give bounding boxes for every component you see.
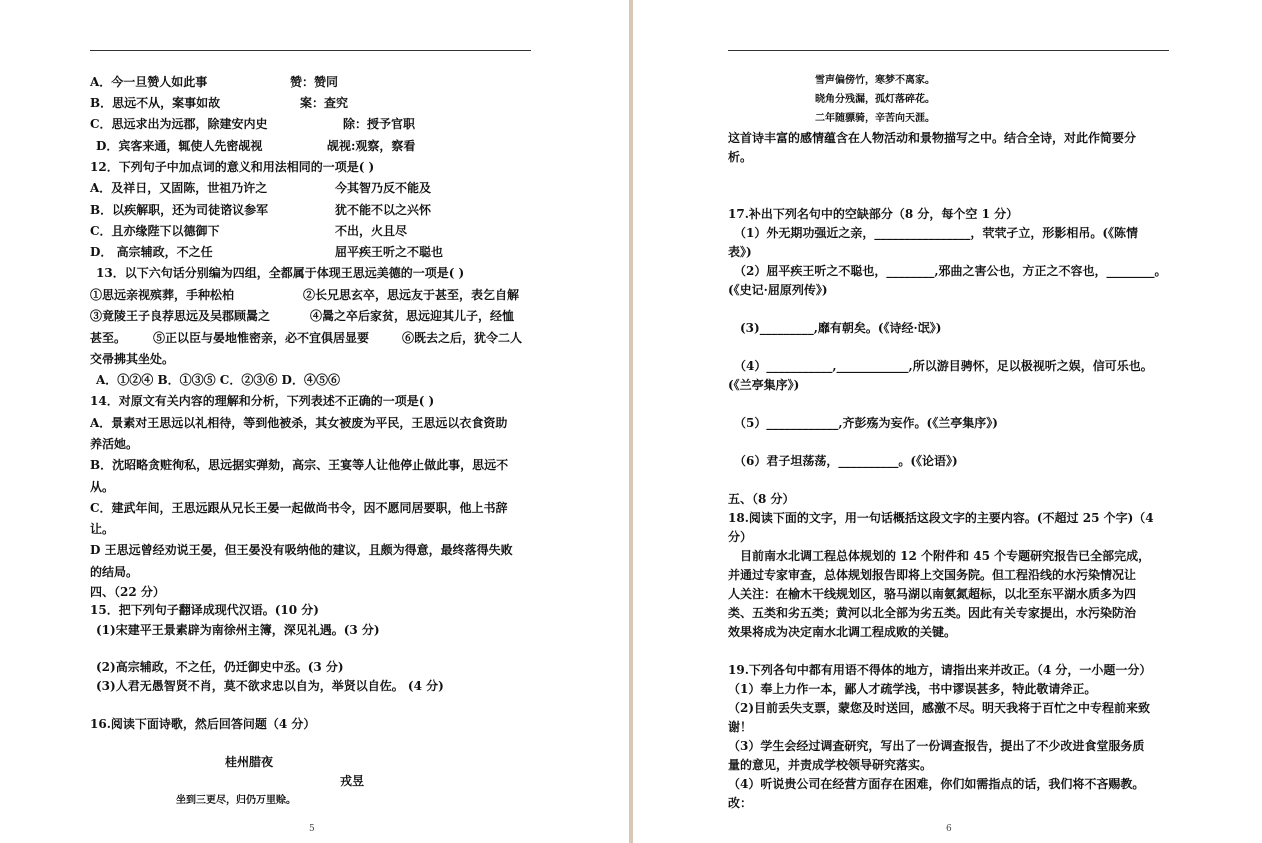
q12-option-a-pair: 今其智乃反不能及 bbox=[335, 181, 432, 195]
question-18: 18.阅读下面的文字，用一句话概括这段文字的主要内容。(不超过 25 个字)（4 bbox=[728, 511, 1154, 525]
poem-line-4: 二年随骠骑，辛苦向天涯。 bbox=[815, 113, 935, 124]
q13-item-3: ③竟陵王子良荐思远及吴郡顾暠之 bbox=[90, 309, 271, 323]
q18-passage-5: 效果将成为决定南水北调工程成败的关键。 bbox=[728, 625, 957, 639]
q15-item-3: (3)人君无愚智贤不肖，莫不欲求忠以自为，举贤以自佐。 (4 分) bbox=[96, 679, 444, 693]
q18-passage-4: 类、五类和劣五类；黄河以北全部为劣五类。因此有关专家提出，水污染防治 bbox=[728, 606, 1137, 620]
q19-item-2-cont: 谢！ bbox=[728, 720, 753, 734]
option-c-gloss: 除：授予官职 bbox=[343, 117, 416, 131]
q15-item-1: (1)宋建平王景素辟为南徐州主簿，深见礼遇。(3 分) bbox=[96, 623, 380, 637]
q14-option-b: B．沈昭略贪赃徇私，思远据实弹劾，高宗、王宴等人让他停止做此事，思远不 bbox=[90, 458, 509, 472]
q12-option-a: A．及祥日，又固陈，世祖乃许之 bbox=[90, 181, 268, 195]
q12-option-b-pair: 犹不能不以之兴怀 bbox=[335, 203, 432, 217]
option-b: B．思远不从，案事如故 bbox=[90, 96, 221, 110]
page-6 bbox=[633, 0, 1262, 843]
q17-item-4: （4）___________,____________,所以游目骋怀，足以极视听之娱，信可乐也。 bbox=[734, 359, 1153, 373]
poem-line-1: 坐到三更尽，归仍万里赊。 bbox=[176, 795, 296, 806]
q13-item-6-cont: 交帚拂其坐处。 bbox=[90, 352, 175, 366]
poem-line-2: 雪声偏傍竹，寒梦不离家。 bbox=[815, 75, 935, 86]
page-number: 5 bbox=[309, 824, 315, 834]
question-12: 12．下列句子中加点词的意义和用法相同的一项是( ) bbox=[90, 160, 375, 174]
option-b-gloss: 案：查究 bbox=[300, 96, 349, 110]
option-d-gloss: 觇视:观察，察看 bbox=[327, 139, 416, 153]
q12-option-b: B．以疾解职，还为司徒谘议参军 bbox=[90, 203, 269, 217]
header-rule bbox=[728, 50, 1169, 51]
q13-item-4: ④暠之卒后家贫，思远迎其儿子，经恤 bbox=[310, 309, 515, 323]
q19-item-2: （2)目前丢失支票，蒙您及时送回，感激不尽。明天我将于百忙之中专程前来致 bbox=[728, 701, 1151, 715]
q17-item-5: （5）____________,齐彭殇为妄作。(《兰亭集序》) bbox=[734, 416, 998, 430]
q15-item-2: (2)高宗辅政，不之任，仍迁御史中丞。(3 分) bbox=[96, 660, 344, 674]
option-c: C．思远求出为远郡，除建安内史 bbox=[90, 117, 268, 131]
question-15: 15．把下列句子翻译成现代汉语。(10 分) bbox=[90, 603, 319, 617]
q12-option-c: C．且亦缘陛下以德御下 bbox=[90, 224, 220, 238]
section-4-heading: 四、（22 分） bbox=[90, 585, 165, 599]
q17-item-1-source: 表》) bbox=[728, 245, 752, 259]
poem-title: 桂州腊夜 bbox=[225, 755, 274, 769]
q13-answers: A．①②④ B．①③⑤ C．②③⑥ D．④⑤⑥ bbox=[96, 373, 340, 387]
q19-item-1: （1）奉上力作一本，鄙人才疏学浅，书中谬误甚多，特此敬请斧正。 bbox=[728, 682, 1097, 696]
q14-option-c-cont: 让。 bbox=[90, 522, 115, 536]
q19-item-4: （4）听说贵公司在经营方面存在困难，你们如需指点的话，我们将不吝赐教。 bbox=[728, 777, 1145, 791]
q17-item-1: （1）外无期功强近之亲，________________，茕茕孑立，形影相吊。(《陈情 bbox=[734, 226, 1139, 240]
q17-item-3: (3)_________,靡有朝矣。(《诗经·氓》) bbox=[740, 321, 942, 335]
q17-item-4-source: (《兰亭集序》) bbox=[728, 378, 800, 392]
page-5 bbox=[0, 0, 629, 843]
option-a: A．今一旦赞人如此事 bbox=[90, 75, 208, 89]
q19-item-3-cont: 量的意见，并责成学校领导研究落实。 bbox=[728, 758, 933, 772]
section-5-heading: 五、（8 分） bbox=[728, 492, 795, 506]
q13-item-6: ⑥既去之后，犹令二人 bbox=[402, 331, 523, 345]
q13-item-1: ①思远亲视殡葬，手种松柏 bbox=[90, 288, 235, 302]
q12-option-d: D． 高宗辅政，不之任 bbox=[90, 245, 213, 259]
q19-answer-label: 改： bbox=[728, 796, 753, 810]
q12-option-c-pair: 不出，火且尽 bbox=[335, 224, 408, 238]
poem-line-3: 晓角分残漏，孤灯落碎花。 bbox=[815, 94, 935, 105]
q18-passage-3: 人关注：在榆木干线规划区，骆马湖以南氨氮超标，以北至东平湖水质多为四 bbox=[728, 587, 1137, 601]
q19-item-3: （3）学生会经过调查研究，写出了一份调查报告，提出了不少改进食堂服务质 bbox=[728, 739, 1145, 753]
q14-option-a-cont: 养活她。 bbox=[90, 437, 139, 451]
poem-author: 戎昱 bbox=[340, 774, 365, 788]
q17-item-2-source: (《史记·屈原列传》) bbox=[728, 283, 828, 297]
option-d: D．宾客来通，辄使人先密觇视 bbox=[96, 139, 263, 153]
q13-item-4-cont: 甚至。 bbox=[90, 331, 127, 345]
q13-item-5: ⑤正以臣与晏地惟密亲，必不宜俱居显要 bbox=[153, 331, 370, 345]
q17-item-2: （2）屈平疾王听之不聪也，________,邪曲之害公也，方正之不容也，________。 bbox=[734, 264, 1167, 278]
q14-option-d-cont: 的结局。 bbox=[90, 565, 139, 579]
q14-option-c: C．建武年间，王思远跟从兄长王晏一起做尚书令，因不愿同居要职，他上书辞 bbox=[90, 501, 508, 515]
q17-item-6: （6）君子坦荡荡，__________。(《论语》) bbox=[734, 454, 958, 468]
q14-option-a: A．景素对王思远以礼相待，等到他被杀，其女被废为平民，王思远以衣食资助 bbox=[90, 416, 508, 430]
q16-prompt: 这首诗丰富的感情蕴含在人物活动和景物描写之中。结合全诗，对此作简要分 bbox=[728, 131, 1137, 145]
q13-item-2: ②长兄思玄卒，思远友于甚至，表乞自解 bbox=[303, 288, 520, 302]
option-a-gloss: 赞：赞同 bbox=[290, 75, 339, 89]
q12-option-d-pair: 屈平疾王听之不聪也 bbox=[335, 245, 444, 259]
question-17: 17.补出下列名句中的空缺部分（8 分，每个空 1 分） bbox=[728, 207, 1019, 221]
q14-option-d: D 王思远曾经劝说王晏，但王晏没有吸纳他的建议，且颇为得意，最终落得失败 bbox=[90, 543, 513, 557]
question-14: 14．对原文有关内容的理解和分析，下列表述不正确的一项是( ) bbox=[90, 394, 435, 408]
q18-passage-1: 目前南水北调工程总体规划的 12 个附件和 45 个专题研究报告已全部完成， bbox=[740, 549, 1151, 563]
q18-passage-2: 并通过专家审查，总体规划报告即将上交国务院。但工程沿线的水污染情况让 bbox=[728, 568, 1137, 582]
question-19: 19.下列各句中都有用语不得体的地方，请指出来并改正。（4 分，一小题一分） bbox=[728, 663, 1152, 677]
question-13: 13．以下六句话分别编为四组，全都属于体现王思远美德的一项是( ) bbox=[96, 266, 465, 280]
question-16: 16.阅读下面诗歌，然后回答问题（4 分） bbox=[90, 717, 316, 731]
header-rule bbox=[90, 50, 531, 51]
q14-option-b-cont: 从。 bbox=[90, 480, 115, 494]
q16-prompt-cont: 析。 bbox=[728, 150, 753, 164]
page-number: 6 bbox=[946, 824, 952, 834]
question-18-cont: 分） bbox=[728, 530, 753, 544]
